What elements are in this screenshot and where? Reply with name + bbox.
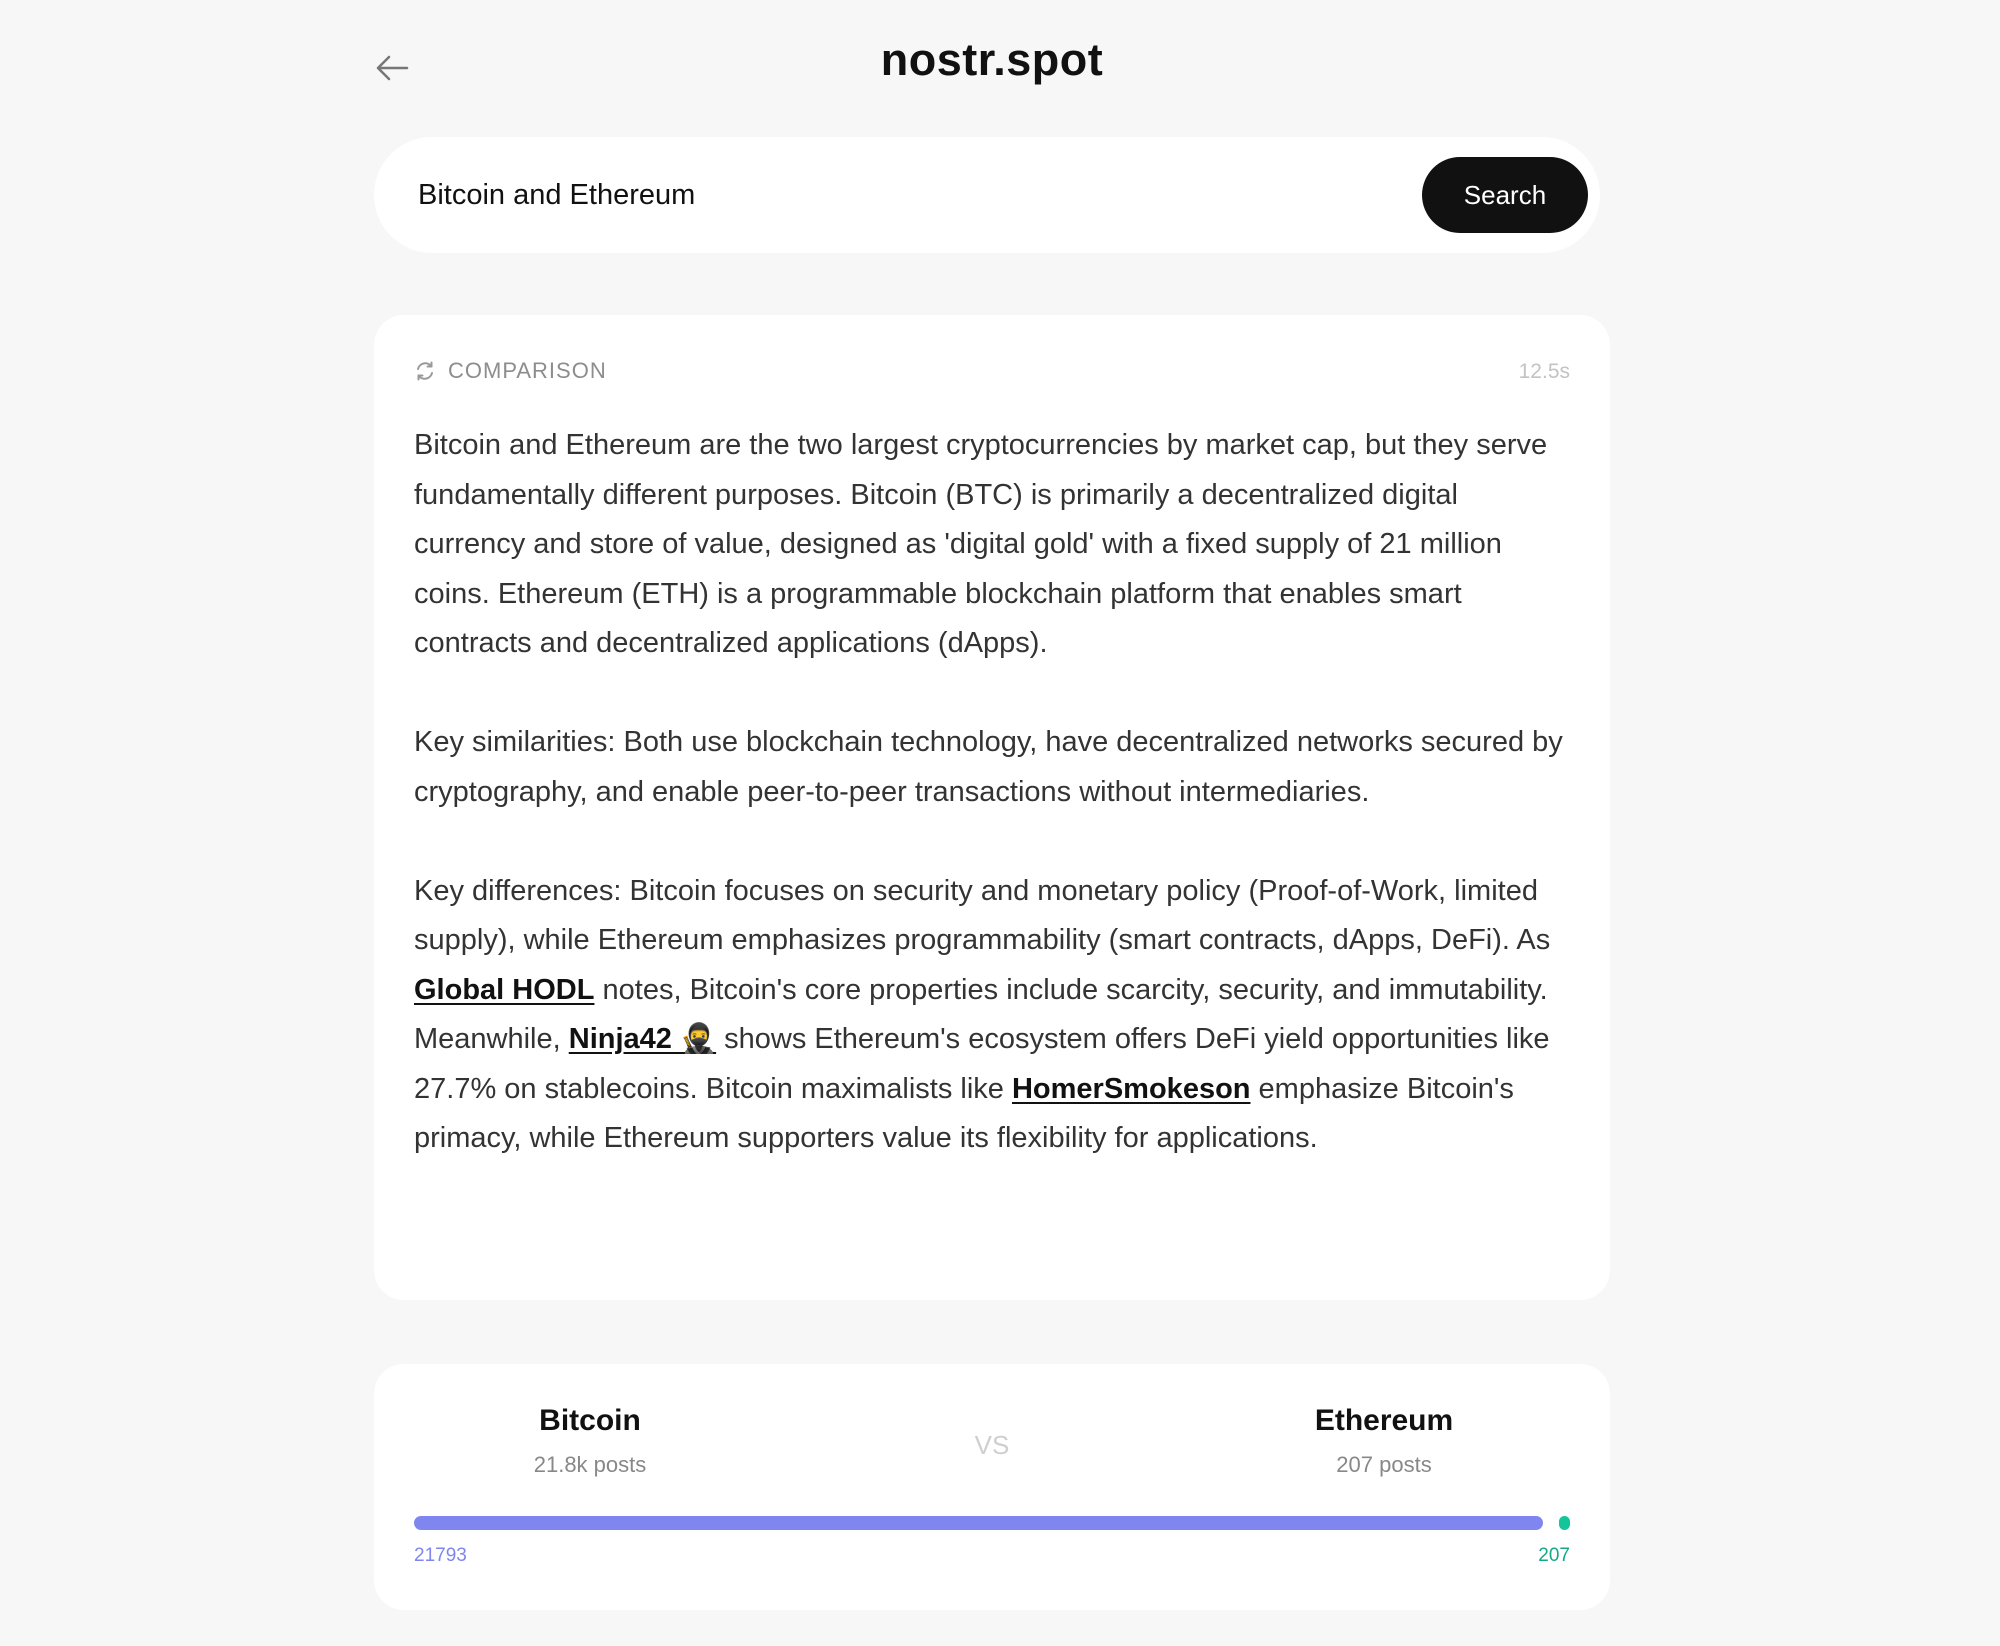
right-topic-name: Ethereum [1314,1404,1454,1437]
search-button[interactable]: Search [1422,157,1588,233]
mention-global-hodl[interactable]: Global HODL [414,973,595,1006]
comparison-header [414,358,607,384]
bitcoin-post-count: 21793 [414,1545,467,1566]
ethereum-post-count: 207 [1538,1545,1570,1566]
comparison-label: COMPARISON [448,358,607,383]
paragraph-3-text-2: notes, Bitcoin's core properties include scarcity, security, and immutability. Meanwhile, [414,973,1548,1055]
paragraph-3-text-4: emphasize Bitcoin's primacy, while Ethereum supporters value its flexibility for applications. [414,1072,1514,1154]
paragraph-3-text-3: shows Ethereum's ecosystem offers DeFi yield opportunities like 27.7% on stablecoins. Bitcoin maximalists like [414,1023,1550,1105]
comparison-card [374,315,1610,1300]
comparison-paragraph-1: Bitcoin and Ethereum are the two largest cryptocurrencies by market cap, but they serve fundamentally different purposes. Bitcoin (BTC) is primarily a decentralized digital currency and store of value, designed as 'digital gold' with a fixed supply of 21 million coins. Ethereum (ETH) is a programmable blockchain platform that enables smart contracts and decentralized applications (dApps). [414,429,1548,659]
site-title: nostr.spot [880,34,1104,85]
comparison-paragraph-2: Key similarities: Both use blockchain technology, have decentralized networks secured by cryptography, and enable peer-to-peer transactions without intermediaries. [414,726,1563,808]
mention-ninja42[interactable]: Ninja42 🥷 [568,1023,717,1055]
paragraph-3-text-1: Key differences: Bitcoin focuses on security and monetary policy (Proof-of-Work, limited supply), while Ethereum emphasizes programmability (smart contracts, dApps, DeFi). As [414,874,1551,956]
left-topic-posts: 21.8k posts [533,1452,647,1477]
bitcoin-share-bar [414,1516,1543,1530]
response-time: 12.5s [1518,360,1570,383]
mention-homersmokeson[interactable]: HomerSmokeson [1011,1072,1251,1105]
left-topic-name: Bitcoin [539,1404,641,1437]
versus-card [374,1364,1610,1610]
right-topic [1264,1404,1504,1478]
search-input[interactable] [418,169,1358,221]
ethereum-share-bar [1559,1516,1570,1530]
comparison-text [414,421,1570,1213]
right-topic-posts: 207 posts [1336,1452,1432,1477]
vs-label: VS [974,1430,1010,1460]
post-share-bar [414,1516,1570,1530]
search-bar [374,137,1600,253]
comparison-paragraph-3 [414,867,1570,1164]
refresh-icon [414,360,436,382]
